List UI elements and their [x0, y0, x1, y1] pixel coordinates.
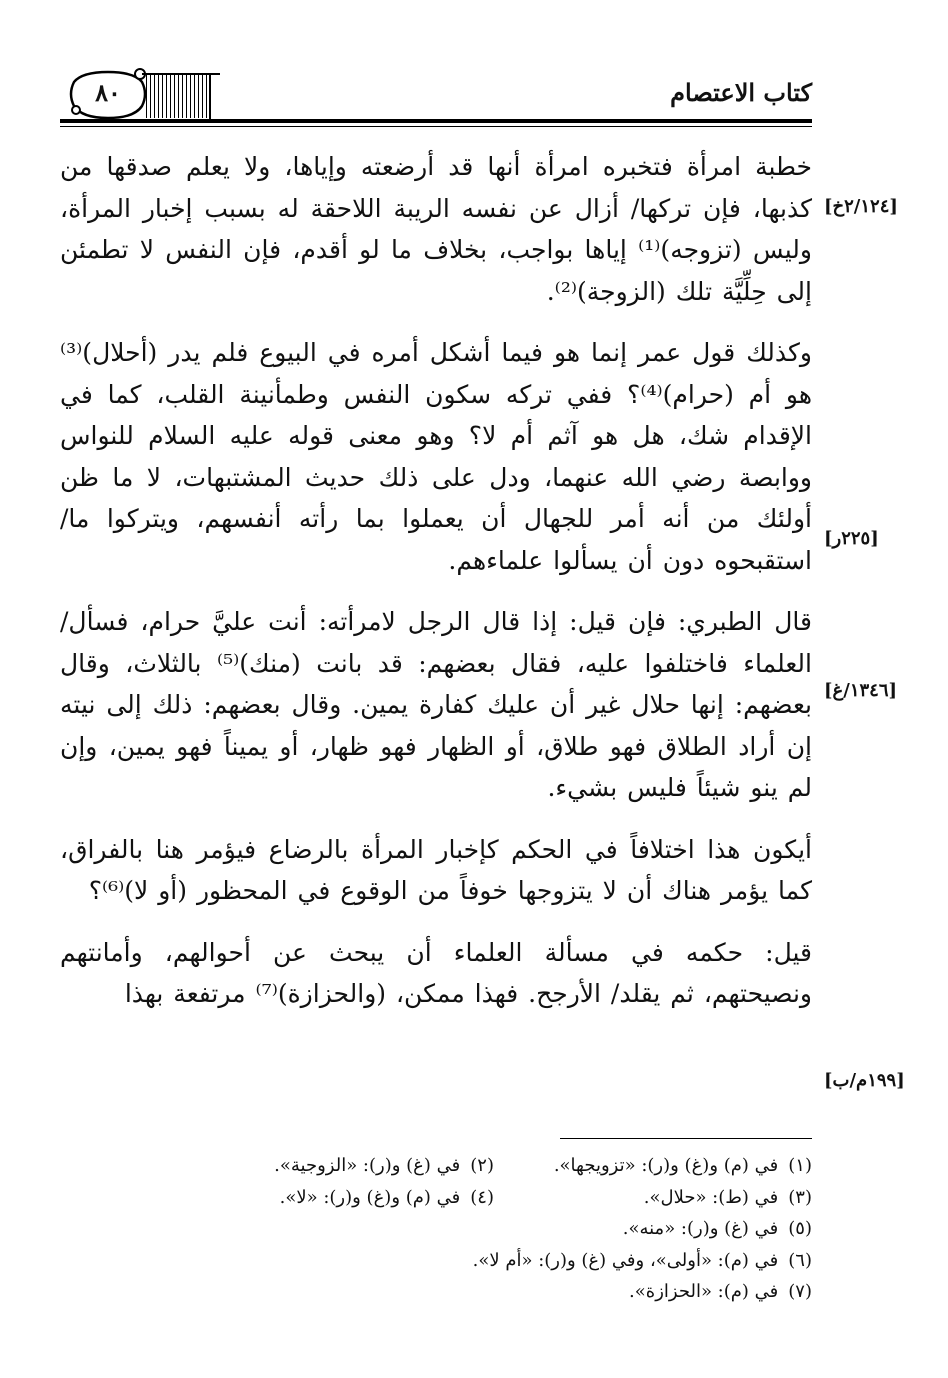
footnote-number: (٧): [788, 1281, 812, 1302]
footnote-number: (٥): [788, 1218, 812, 1239]
footnote-text: في (غ) و(ر): «منه».: [622, 1218, 779, 1239]
footnote-row: [160, 1182, 812, 1214]
paragraph: قيل: حكمه في مسألة العلماء أن يبحث عن أحوالهم، وأمانتهم ونصيحتهم، ثم يقلد/ الأرجح. فهذا ممكن، (والحزازة)⁽⁷⁾ مرتفعة بهذا: [60, 937, 812, 1008]
margin-reference: [١٣٤٦/غ]: [824, 680, 898, 701]
footnote-number: (٣): [788, 1186, 812, 1208]
footnote-item: [280, 1182, 494, 1214]
main-text: [60, 146, 812, 1035]
footnote-number: (٤): [470, 1186, 494, 1208]
footnote-number: (٦): [788, 1249, 812, 1271]
footnote-text: في (م) و(غ) و(ر): «لا».: [279, 1186, 461, 1208]
footnote-item: [623, 1213, 812, 1245]
footnote-text: في (م): «الحزازة».: [629, 1281, 779, 1302]
page-number-ornament: [60, 64, 220, 120]
footnote-row: [160, 1150, 812, 1182]
footnote-row: [160, 1213, 812, 1245]
paragraph: قال الطبري: فإن قيل: إذا قال الرجل لامرأته: أنت عليَّ حرام، فسأل/ العلماء فاختلفوا عليه، فقال بعضهم: قد بانت (منك)⁽⁵⁾ بالثلاث، وقال بعضهم: إنها حلال غير أن عليك كفارة يمين. وقال بعضهم: ذلك إلى نيته إن أراد الطلاق فهو طلاق، أو الظهار فهو ظهار، أو يميناً فهو يمين، وإن لم ينو شيئاً فليس بشيء.: [60, 607, 812, 802]
footnote-row: [160, 1276, 812, 1308]
footnote-number: (١): [788, 1155, 812, 1176]
margin-reference: [٢٢٥ر]: [824, 528, 879, 549]
footnote-item: [494, 1182, 812, 1214]
page-number: ٨٠: [95, 78, 121, 107]
page-header: [60, 64, 812, 124]
paragraph: أيكون هذا اختلافاً في الحكم كإخبار المرأة بالرضاع فيؤمر هنا بالفراق، كما يؤمر هناك أن لا يتزوجها خوفاً من الوقوع في المحظور (أو لا)⁽⁶⁾؟: [60, 834, 813, 905]
footnote-text: في (غ) و(ر): «الزوجية».: [274, 1155, 461, 1176]
margin-reference: [١٩٩م/ب]: [824, 1070, 905, 1091]
footnotes: [160, 1150, 812, 1308]
footnote-text: في (ط): «حلال».: [643, 1186, 779, 1208]
footnote-text: في (م) و(غ) و(ر): «تزويجها».: [553, 1155, 779, 1176]
footnote-number: (٢): [470, 1155, 494, 1176]
paragraph: خطبة امرأة فتخبره امرأة أنها قد أرضعته وإياها، ولا يعلم صدقها من كذبها، فإن تركها/ أزال عن نفسه الريبة اللاحقة له بسبب إخبار المرأة، وليس (تزوجه)⁽¹⁾ إياها بواجب، بخلاف ما لو أقدم، فإن النفس لا تطمئن إلى حِلِّيَّة تلك (الزوجة)⁽²⁾.: [60, 152, 812, 306]
paragraph: وكذلك قول عمر إنما هو فيما أشكل أمره في البيوع فلم يدر (أحلال)⁽³⁾ هو أم (حرام)⁽⁴⁾؟ ففي تركه سكون النفس وطمأنينة القلب، كما في الإقدام شك، هل هو آثم أم لا؟ وهو معنى قوله عليه السلام للنواس ووابصة رضي الله عنهما، ودل على ذلك حديث المشتبهات، لا ما ظن أولئك من أنه أمر للجهال أن يعملوا بما رأته أنفسهم، ويتركوا ما/ استقبحوه دون أن يسألوا علماءهم.: [60, 338, 812, 575]
footnote-item: [629, 1276, 812, 1308]
footnote-row: [160, 1245, 812, 1277]
footnote-text: في (م): «أولى»، وفي (غ) و(ر): «أم لا».: [472, 1249, 779, 1271]
margin-reference: [٢/١٢٤خ]: [824, 196, 898, 217]
hatch-ornament: [146, 74, 208, 118]
footnote-item: [494, 1150, 812, 1182]
header-rule-thin: [60, 126, 812, 127]
footnote-item: [274, 1150, 494, 1182]
footnote-item: [473, 1245, 812, 1277]
footnote-divider: [560, 1138, 812, 1139]
header-rule: [60, 119, 812, 123]
book-title: كتاب الاعتصام: [670, 78, 812, 107]
